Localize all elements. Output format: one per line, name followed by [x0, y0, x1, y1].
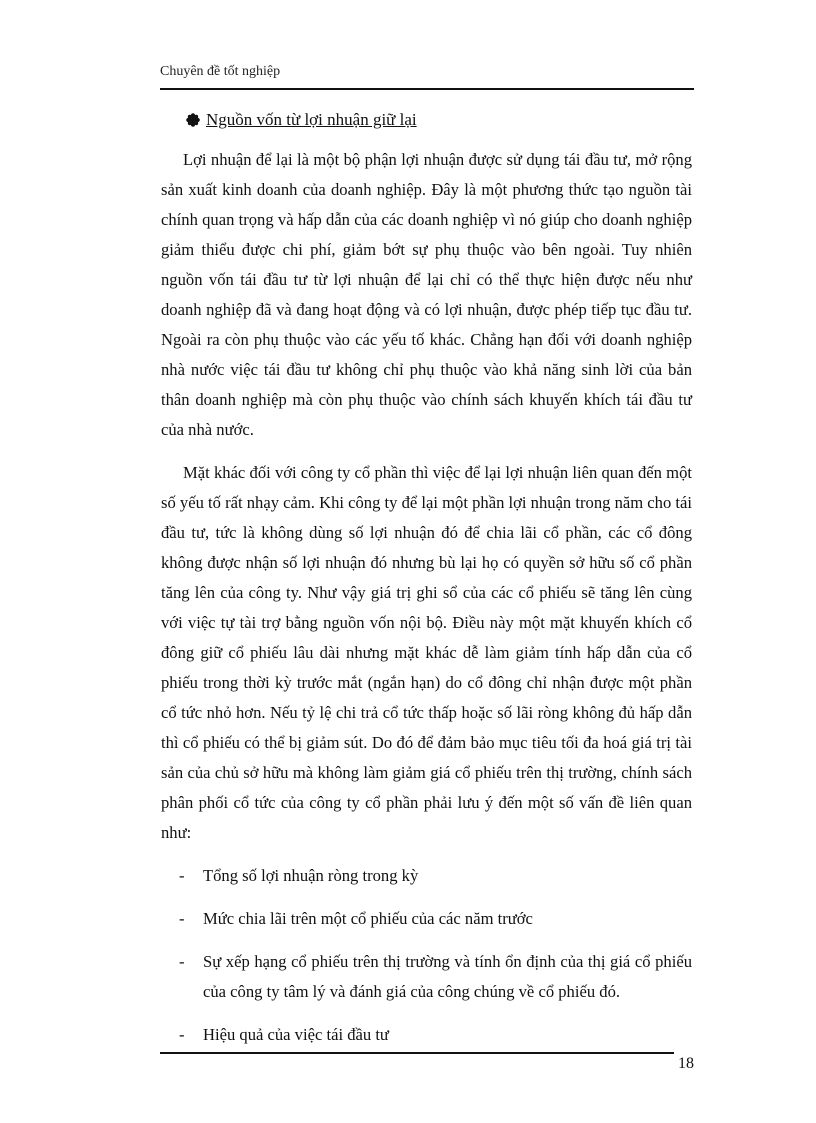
- list-item: [161, 861, 692, 891]
- bullet-dash: -: [179, 909, 185, 928]
- bullet-list: [161, 861, 692, 1050]
- list-item-text: Mức chia lãi trên một cổ phiếu của các năm trước: [203, 909, 533, 928]
- flower-bullet-icon: [186, 113, 200, 127]
- footer-rule: [160, 1052, 674, 1054]
- header-rule: [160, 88, 694, 90]
- list-item: [161, 947, 692, 1007]
- list-item-text: Sự xếp hạng cổ phiếu trên thị trường và tính ổn định của thị giá cổ phiếu của công ty tâm lý và đánh giá của công chúng về cổ phiếu đó.: [203, 952, 692, 1001]
- list-item: [161, 1020, 692, 1050]
- list-item: [161, 904, 692, 934]
- paragraph: Mặt khác đối với công ty cổ phần thì việc để lại lợi nhuận liên quan đến một số yếu tố rất nhạy cảm. Khi công ty để lại một phần lợi nhuận trong năm cho tái đầu tư, tức là không dùng số lợi nhuận đó để chia lãi cổ phần, các cổ đông không được nhận số lợi nhuận đó nhưng bù lại họ có quyền sở hữu số cổ phần tăng lên của công ty. Như vậy giá trị ghi sổ của các cổ phiếu sẽ tăng lên cùng với việc tự tài trợ bằng nguồn vốn nội bộ. Điều này một mặt khuyến khích cổ đông giữ cổ phiếu lâu dài nhưng mặt khác dễ làm giảm tính hấp dẫn của cổ phiếu trong thời kỳ trước mắt (ngắn hạn) do cổ đông chỉ nhận được một phần cổ tức nhỏ hơn. Nếu tỷ lệ chi trả cổ tức thấp hoặc số lãi ròng không đủ hấp dẫn thì cổ phiếu có thể bị giảm sút. Do đó để đảm bảo mục tiêu tối đa hoá giá trị tài sản của chủ sở hữu mà không làm giảm giá cổ phiếu trên thị trường, chính sách phân phối cổ tức của công ty cổ phần phải lưu ý đến một số vấn đề liên quan như:: [161, 463, 692, 842]
- list-item-text: Tổng số lợi nhuận ròng trong kỳ: [203, 866, 419, 885]
- bullet-dash: -: [179, 1025, 185, 1044]
- list-item-text: Hiệu quả của việc tái đầu tư: [203, 1025, 389, 1044]
- section-heading-text: Nguồn vốn từ lợi nhuận giữ lại: [206, 110, 417, 129]
- paragraph: Lợi nhuận để lại là một bộ phận lợi nhuận được sử dụng tái đầu tư, mở rộng sản xuất kinh doanh của doanh nghiệp. Đây là một phương thức tạo nguồn tài chính quan trọng và hấp dẫn của các doanh nghiệp vì nó giúp cho doanh nghiệp giảm thiểu được chi phí, giảm bớt sự phụ thuộc vào bên ngoài. Tuy nhiên nguồn vốn tái đầu tư từ lợi nhuận để lại chỉ có thể thực hiện được nếu như doanh nghiệp đã và đang hoạt động và có lợi nhuận, được phép tiếp tục đầu tư. Ngoài ra còn phụ thuộc vào các yếu tố khác. Chẳng hạn đối với doanh nghiệp nhà nước việc tái đầu tư không chỉ phụ thuộc vào khả năng sinh lời của bản thân doanh nghiệp mà còn phụ thuộc vào chính sách khuyến khích tái đầu tư của nhà nước.: [161, 150, 692, 439]
- body-text: [161, 145, 692, 1063]
- running-header: Chuyên đề tốt nghiệp: [160, 64, 281, 79]
- bullet-dash: -: [179, 952, 185, 971]
- bullet-dash: -: [179, 866, 185, 885]
- page-number: 18: [678, 1055, 694, 1072]
- section-heading: [186, 110, 417, 130]
